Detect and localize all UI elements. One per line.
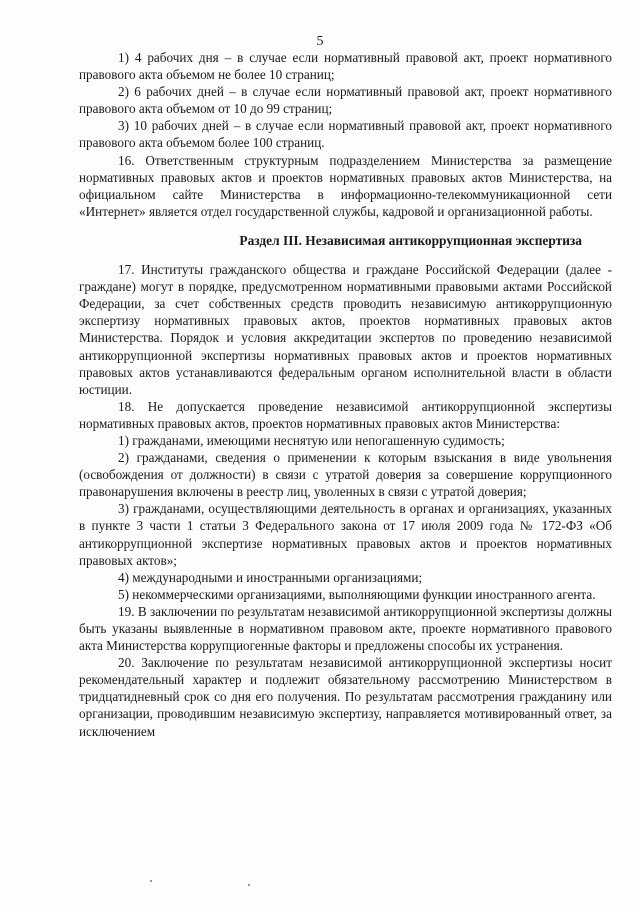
section-heading: Раздел III. Независимая антикоррупционная экспертиза xyxy=(239,232,582,248)
paragraph-20: 20. Заключение по результатам независимой антикоррупционной экспертизы носит рекомендательный характер и подлежит обязательному рассмотрению Министерством в тридцатидневный срок со дня его получения. По результатам рассмотрения гражданину или организации, проводившим независимую экспертизу, направляется мотивированный ответ, за исключением xyxy=(79,655,612,739)
paragraph-17: 17. Институты гражданского общества и граждане Российской Федерации (далее - граждане) могут в порядке, предусмотренном нормативными правовыми актами Российской Федерации, за счет собственных средств проводить независимую антикоррупционную экспертизу нормативных правовых актов, проектов нормативных правовых актов Министерства. Порядок и условия аккредитации экспертов по проведению независимой антикоррупционной экспертизы нормативных правовых актов и проектов нормативных правовых актов устанавливаются федеральным органом исполнительной власти в области юстиции. xyxy=(79,262,612,397)
paragraph-18-item-5: 5) некоммерческими организациями, выполняющими функции иностранного агента. xyxy=(118,586,596,602)
paragraph-item-1: 1) 4 рабочих дня – в случае если нормативный правовой акт, проект нормативного правового акта объемом не более 10 страниц; xyxy=(79,50,612,83)
paragraph-item-3: 3) 10 рабочих дней – в случае если нормативный правовой акт, проект нормативного правового акта объемом более 100 страниц. xyxy=(79,118,612,151)
paragraph-19: 19. В заключении по результатам независимой антикоррупционной экспертизы должны быть указаны выявленные в нормативном правовом акте, проекте нормативного правового акта Министерства коррупциогенные факторы и предложены способы их устранения. xyxy=(79,603,612,654)
scan-speck xyxy=(150,880,152,882)
paragraph-16: 16. Ответственным структурным подразделением Министерства за размещение нормативных правовых актов и проектов нормативных правовых актов Министерства, на официальном сайте Министерства в информационно-телекоммуникационной сети «Интернет» является отдел государственной службы, кадровой и организационной работы. xyxy=(79,152,612,219)
scan-speck xyxy=(248,884,250,886)
paragraph-18: 18. Не допускается проведение независимой антикоррупционной экспертизы нормативных правовых актов, проектов нормативных правовых актов Министерства: xyxy=(79,398,612,431)
paragraph-item-2: 2) 6 рабочих дней – в случае если нормативный правовой акт, проект нормативного правового акта объемом от 10 до 99 страниц; xyxy=(79,84,612,117)
document-body xyxy=(79,49,612,740)
paragraph-18-item-1: 1) гражданами, имеющими неснятую или непогашенную судимость; xyxy=(118,432,505,448)
paragraph-18-item-4: 4) международными и иностранными организациями; xyxy=(118,569,423,585)
paragraph-18-item-3: 3) гражданами, осуществляющими деятельность в органах и организациях, указанных в пункте 3 части 1 статьи 3 Федерального закона от 17 июля 2009 года № 172-ФЗ «Об антикоррупционной экспертизе нормативных правовых актов и проектов нормативных правовых актов»; xyxy=(79,501,612,568)
paragraph-18-item-2: 2) гражданами, сведения о применении к которым взыскания в виде увольнения (освобождения от должности) в связи с утратой доверия за совершение коррупционного правонарушения включены в реестр лиц, уволенных в связи с утратой доверия; xyxy=(79,450,612,500)
page-number: 5 xyxy=(316,34,324,49)
